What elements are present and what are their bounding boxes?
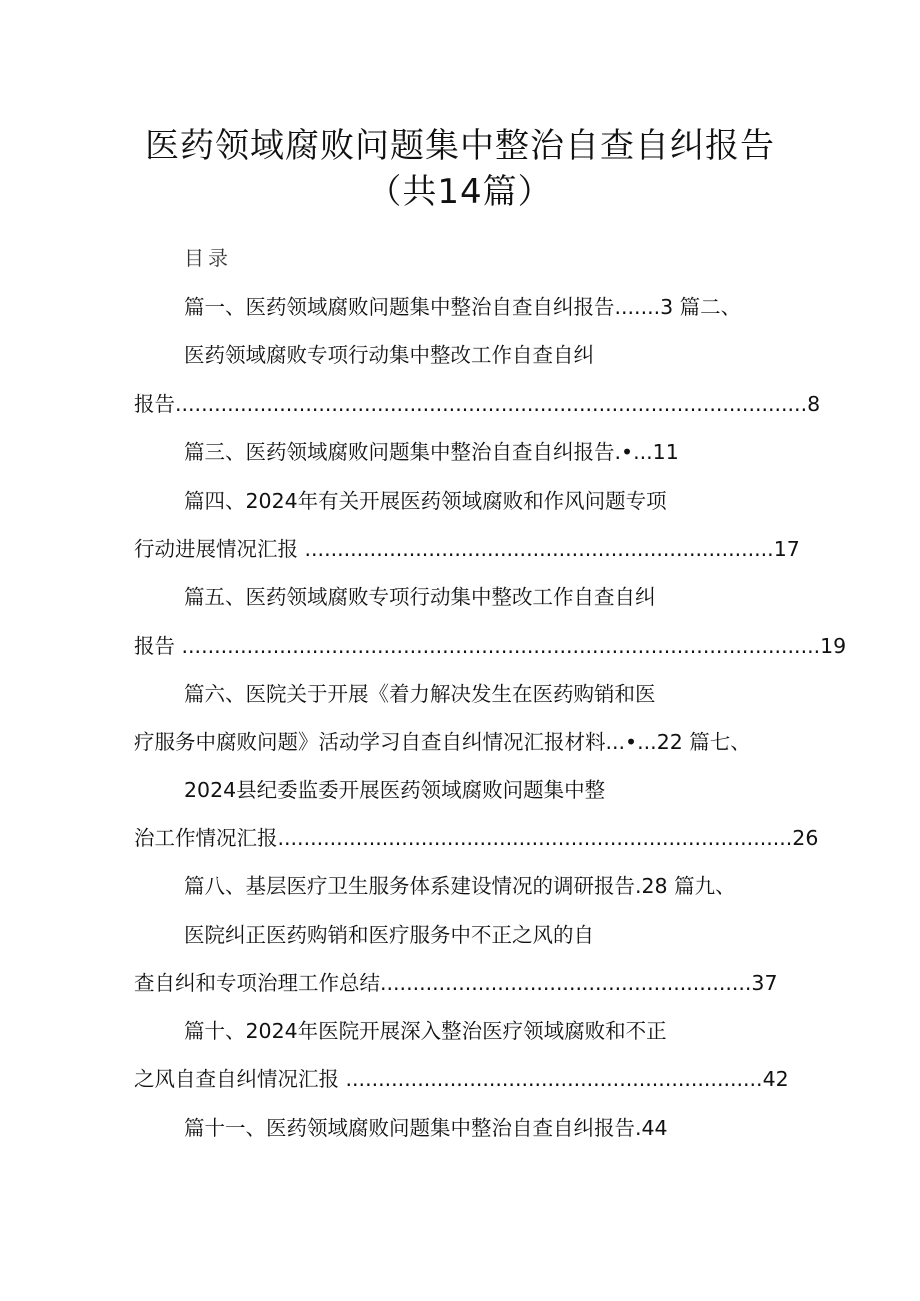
toc-entry-2-line-2: 报告.................................................................................................8	[134, 392, 821, 416]
toc-entry-4-line-1: 篇四、2024年有关开展医药领域腐败和作风问题专项	[184, 489, 667, 513]
toc-entry-4-line-2: 行动进展情况汇报 ........................................................................17	[134, 537, 800, 561]
toc-entry-11: 篇十一、医药领域腐败问题集中整治自查自纠报告.44	[184, 1116, 668, 1140]
document-subtitle: （共14篇）	[367, 172, 553, 212]
toc-entry-1: 篇一、医药领域腐败问题集中整治自查自纠报告.......3 篇二、	[184, 295, 742, 319]
toc-heading: 目录	[184, 246, 232, 270]
toc-entry-6-line-1: 篇六、医院关于开展《着力解决发生在医药购销和医	[184, 682, 656, 706]
toc-entry-9-line-1: 医院纠正医药购销和医疗服务中不正之风的自	[184, 923, 594, 947]
document-title: 医药领域腐败问题集中整治自查自纠报告	[145, 126, 775, 166]
toc-entry-5-line-1: 篇五、医药领域腐败专项行动集中整改工作自查自纠	[184, 585, 656, 609]
toc-entry-9-line-2: 查自纠和专项治理工作总结.........................................................37	[134, 971, 778, 995]
toc-entry-5-line-2: 报告 ..................................................................................................19	[134, 634, 847, 658]
toc-entry-10-line-2: 之风自查自纠情况汇报 ................................................................42	[134, 1067, 789, 1091]
toc-entry-3: 篇三、医药领域腐败问题集中整治自查自纠报告.•...11	[184, 440, 679, 464]
toc-entry-6-line-2: 疗服务中腐败问题》活动学习自查自纠情况汇报材料...•...22 篇七、	[134, 730, 751, 754]
toc-entry-8: 篇八、基层医疗卫生服务体系建设情况的调研报告.28 篇九、	[184, 874, 736, 898]
toc-entry-7-line-2: 治工作情况汇报...............................................................................26	[134, 826, 819, 850]
toc-entry-7-line-1: 2024县纪委监委开展医药领域腐败问题集中整	[184, 778, 606, 802]
toc-entry-2-line-1: 医药领域腐败专项行动集中整改工作自查自纠	[184, 343, 594, 367]
toc-entry-10-line-1: 篇十、2024年医院开展深入整治医疗领域腐败和不正	[184, 1019, 667, 1043]
